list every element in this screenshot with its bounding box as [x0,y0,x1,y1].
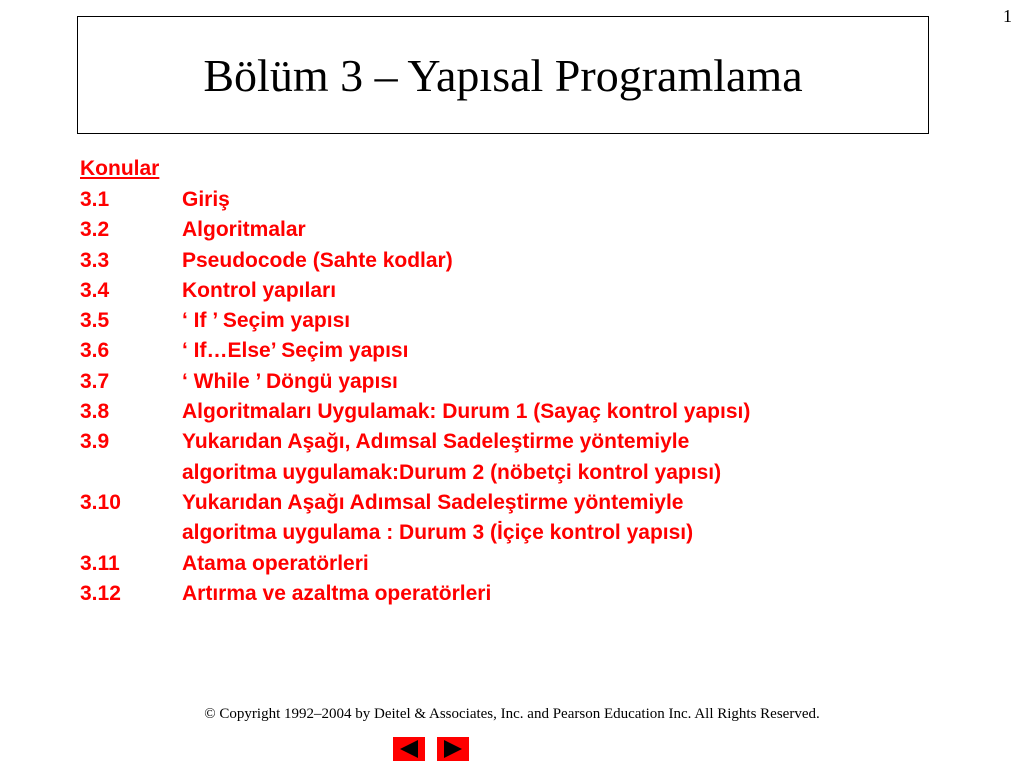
slide-title: Bölüm 3 – Yapısal Programlama [203,49,803,101]
topic-row [80,579,960,609]
topic-text: Giriş [182,188,230,211]
topic-number: 3.5 [80,309,110,333]
triangle-right-icon [437,737,469,761]
topic-number: 3.6 [80,339,110,363]
topics-list [80,153,960,609]
topic-row [80,215,960,245]
topic-row [80,427,960,457]
topic-row [80,336,960,366]
topic-number: 3.3 [80,248,110,272]
topic-row [80,518,960,548]
triangle-left-icon [393,737,425,761]
topic-number: 3.1 [80,188,110,211]
topic-text: Yukarıdan Aşağı, Adımsal Sadeleştirme yöntemiyle [182,430,690,454]
topic-text: ‘ If ’ Seçim yapısı [182,309,351,333]
topic-text: Yukarıdan Aşağı Adımsal Sadeleştirme yöntemiyle [182,490,684,514]
page-number: 1 [1003,6,1012,26]
topic-text: ‘ If…Else’ Seçim yapısı [182,339,409,363]
topic-number: 3.12 [80,581,121,605]
topic-row [80,397,960,427]
topic-number: 3.8 [80,400,110,424]
topic-row [80,276,960,306]
topic-number: 3.2 [80,218,110,242]
topic-number: 3.10 [80,490,121,514]
topic-text: Algoritmaları Uygulamak: Durum 1 (Sayaç kontrol yapısı) [182,400,751,424]
topic-row [80,246,960,276]
topic-number: 3.4 [80,278,110,302]
topic-row [80,488,960,518]
topic-number: 3.9 [80,430,110,454]
topic-text: Pseudocode (Sahte kodlar) [182,248,453,272]
topic-row [80,549,960,579]
topic-text: algoritma uygulamak:Durum 2 (nöbetçi kontrol yapısı) [182,460,722,484]
topic-number: 3.7 [80,369,110,393]
topic-row [80,185,960,215]
topic-text: Kontrol yapıları [182,278,337,302]
topic-row [80,306,960,336]
topic-row [80,458,960,488]
copyright-notice: © Copyright 1992–2004 by Deitel & Associates, Inc. and Pearson Education Inc. All Rights Reserved. [204,706,820,722]
topic-text: ‘ While ’ Döngü yapısı [182,369,398,393]
topic-row [80,367,960,397]
topic-text: algoritma uygulama : Durum 3 (İçiçe kontrol yapısı) [182,521,694,545]
title-box [77,16,929,134]
topic-text: Algoritmalar [182,218,306,242]
previous-slide-button[interactable] [393,737,425,761]
topic-text: Artırma ve azaltma operatörleri [182,581,492,605]
topics-heading: Konular [80,157,160,180]
topic-number [80,458,182,488]
topic-number: 3.11 [80,551,120,575]
next-slide-button[interactable] [437,737,469,761]
topic-number [80,518,182,548]
topic-text: Atama operatörleri [182,551,369,575]
